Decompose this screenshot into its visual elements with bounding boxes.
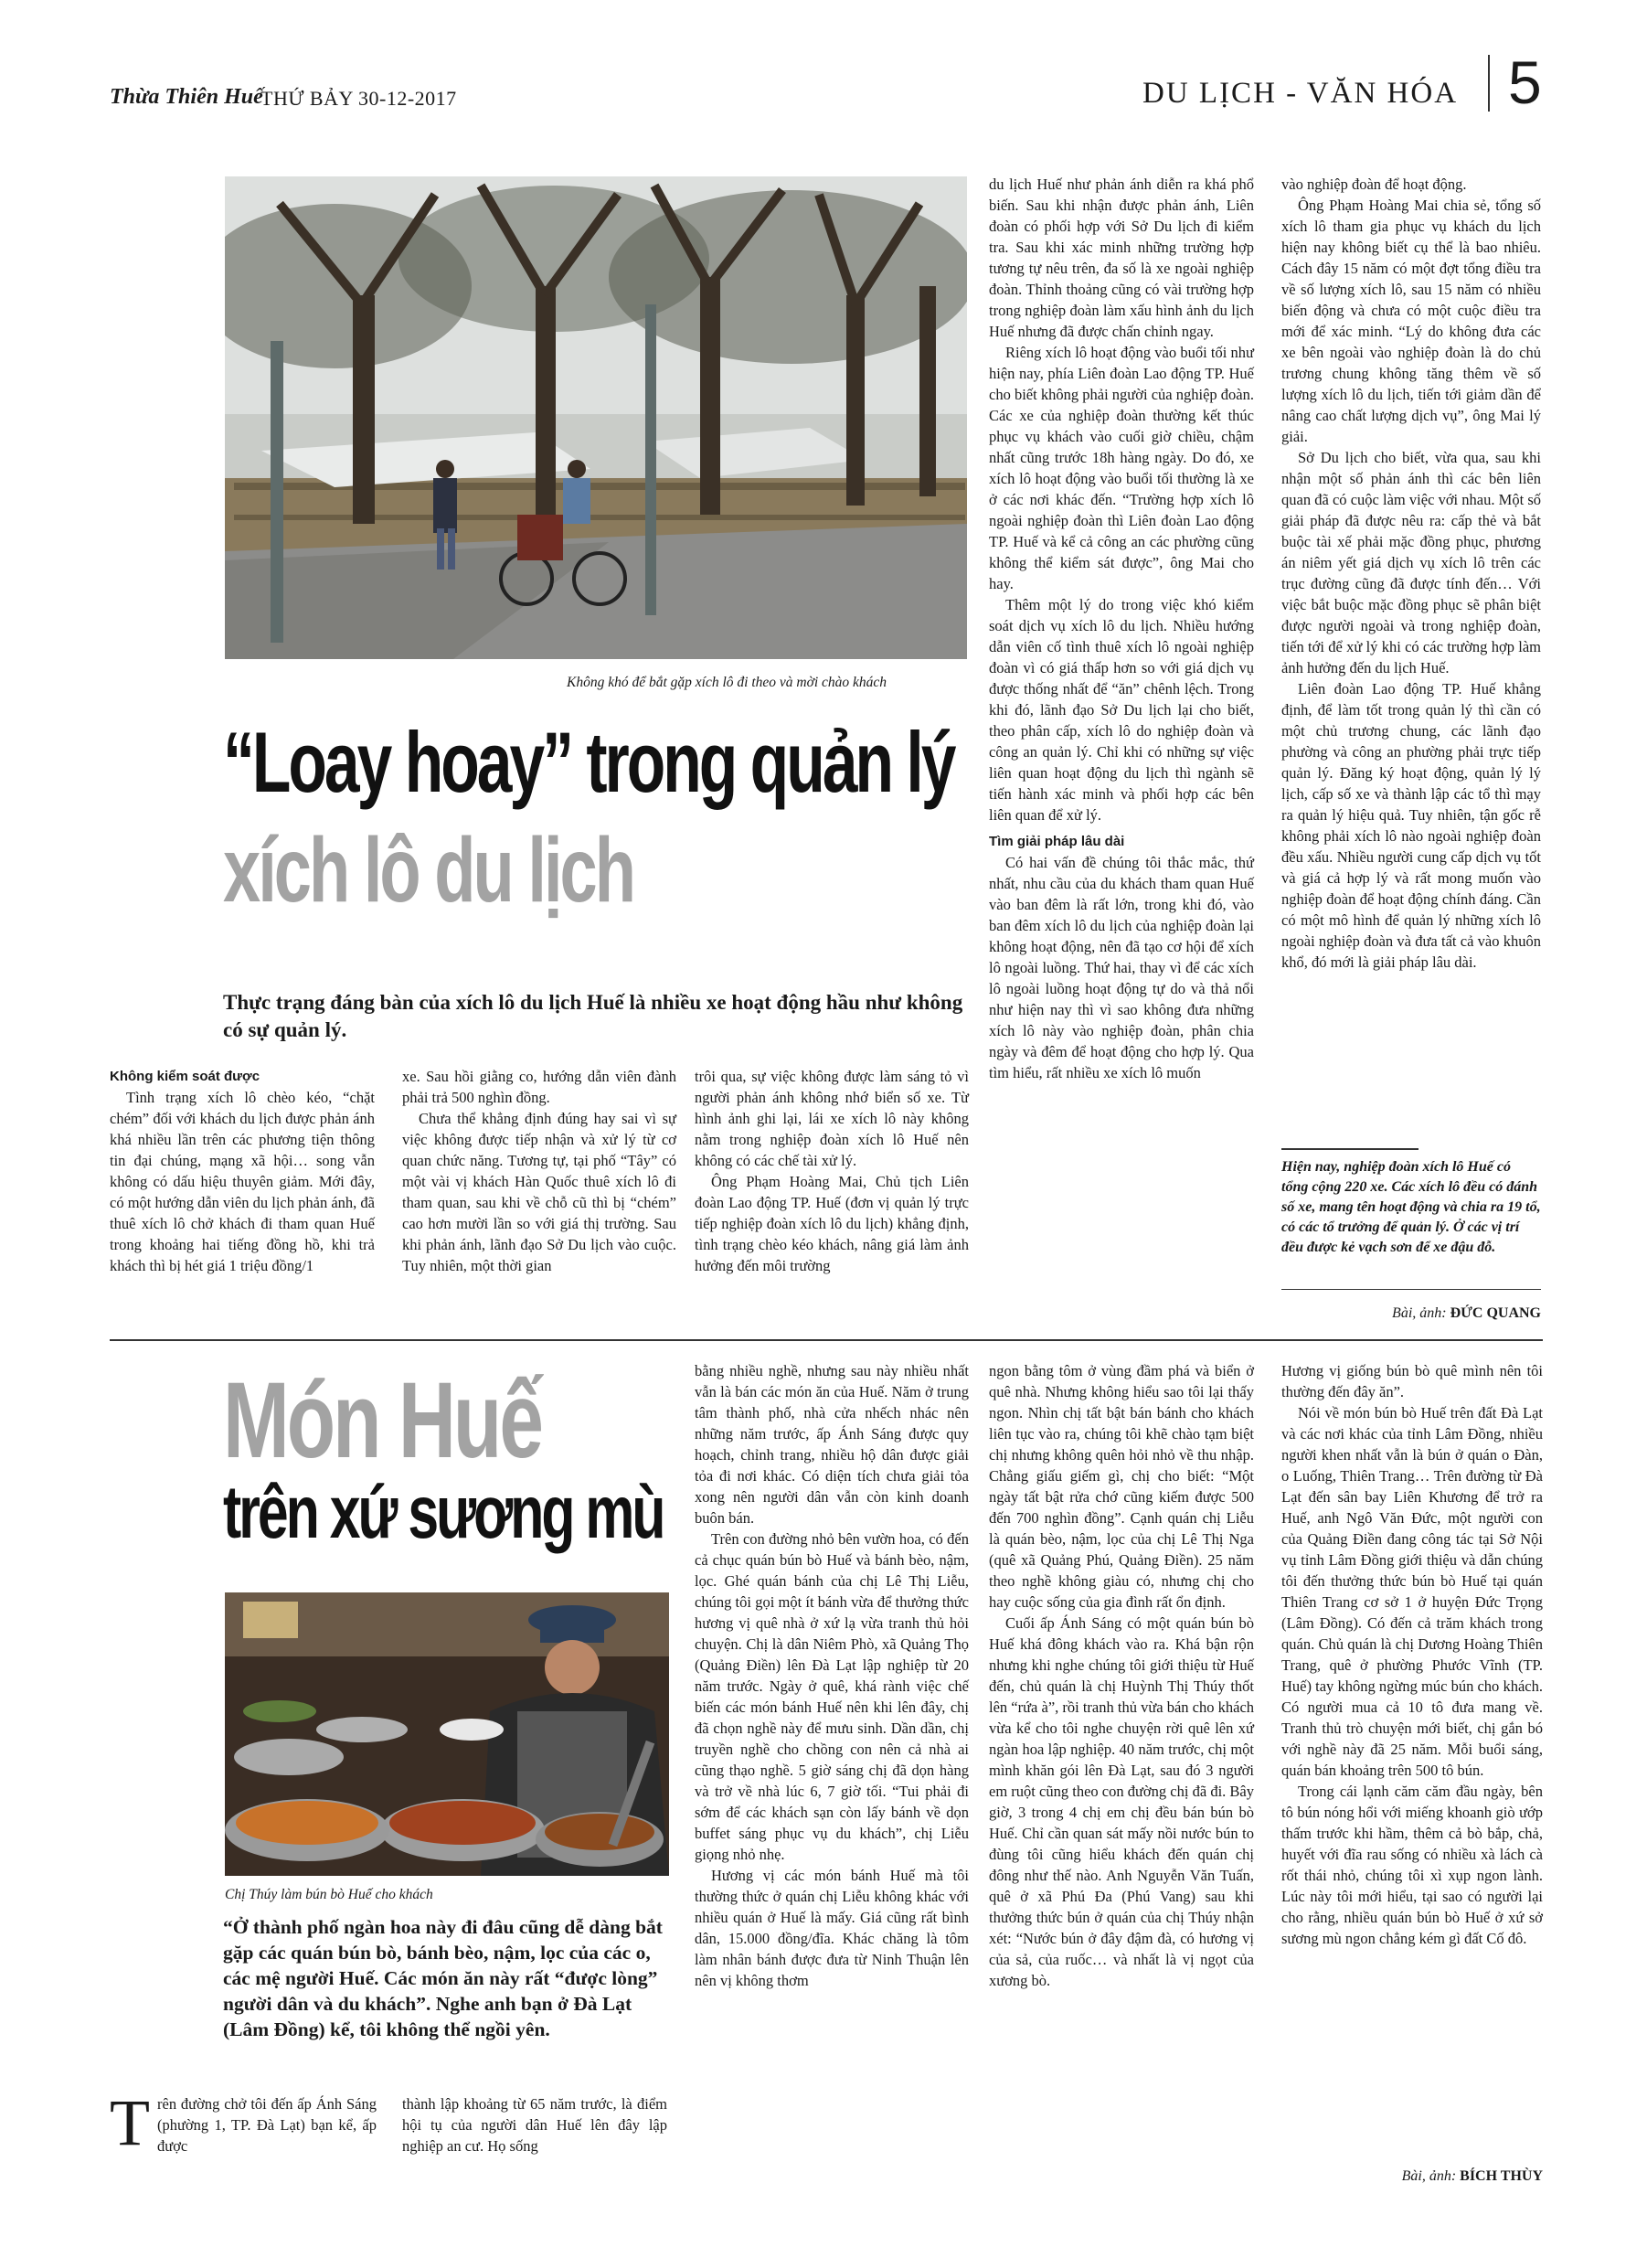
subhead: Không kiểm soát được [110,1069,260,1084]
paragraph: Hương vị giống bún bò quê mình nên tôi thường đến đây ăn”. [1281,1362,1543,1400]
photo-caption-2: Chị Thúy làm bún bò Huế cho khách [225,1887,433,1902]
paragraph: Tình trạng xích lô chèo kéo, “chặt chém” đối với khách du lịch được phản ánh khá nhiều lần trên các phương tiện thông tin đại chúng, mạng xã hội… song vẫn không có dấu hiệu thuyên giảm. Mới đây, có một hướng dẫn viên du lịch phản ánh, đã thuê xích lô chở khách đi tham quan Huế trong khoảng hai tiếng đồng hồ, khi trả khách thì bị hét giá 1 triệu đồng/1 [110,1089,375,1274]
body-column-2 [402,1066,676,1276]
paragraph: Hương vị các món bánh Huế mà tôi thường thức ở quán chị Liễu không khác với nhiều quán ở Huế là mấy. Giá cũng rất bình dân, 15.000 đồng/đĩa. Khác chăng là tôm làm nhân bánh được đưa từ Ninh Thuận lên nên vị không thơm [695,1867,969,1989]
body-column-4 [989,174,1254,1083]
body-column-1 [110,1066,375,1276]
subhead: Tìm giải pháp lâu dài [989,834,1125,849]
lead-paragraph: Thực trạng đáng bàn của xích lô du lịch Huế là nhiều xe hoạt động hầu như không có sự quản lý. [223,991,963,1041]
paragraph: ngon bằng tôm ở vùng đầm phá và biển ở quê nhà. Nhưng không hiểu sao tôi lại thấy ngon. Nhìn chị tất bật bán bánh cho khách liên tục vào ra, chúng tôi khẽ chào tạm biệt chị nhưng không quên hỏi nhỏ về thu nhập. Chẳng giấu giếm gì, chị cho biết: “Một ngày tất bật rửa chớ cũng kiếm được 500 đến 700 nghìn đồng”. Cạnh quán chị Liễu là quán bèo, nậm, lọc của chị Lê Thị Nga (quê xã Quảng Phú, Quảng Điền). 25 năm theo nghề không giàu có, nhưng chị cho hay cuộc sống của gia đình rất ổn định. [989,1362,1254,1611]
paragraph: Có hai vấn đề chúng tôi thắc mắc, thứ nhất, nhu cầu của du khách tham quan Huế vào ban đêm là rất lớn, trong khi đó, vào ban đêm xích lô du lịch của nghiệp đoàn lại không hoạt động, nên đã tạo cơ hội để xích lô ngoài luồng. Thứ hai, thay vì để các xích lô ngoài luồng hoạt động tự do và thả nổi như hiện nay thì vì sao không đưa những xích lô này vào nghiệp đoàn, phân chia ngày và đêm để hoạt động cho hợp lý. Qua tìm hiểu, rất nhiều xe xích lô muốn [989,854,1254,1081]
byline-author: BÍCH THÙY [1460,2168,1543,2184]
food-photo [225,1592,669,1876]
body-column-5 [1281,174,1541,973]
headline-line1: “Loay hoay” trong quản lý [223,714,954,810]
paragraph: rên đường chở tôi đến ấp Ánh Sáng (phường 1, TP. Đà Lạt) bạn kể, ấp được [157,2095,377,2155]
drop-cap: T [110,2086,150,2159]
byline-author: ĐỨC QUANG [1450,1305,1541,1321]
issue-date: THỨ BẢY 30-12-2017 [260,87,457,110]
paragraph: Nói về món bún bò Huế trên đất Đà Lạt và các nơi khác của tỉnh Lâm Đồng, nhiều người khen nhất vẫn là bún ở quán o Đàn, o Luống, Thiên Trang… Trên đường từ Đà Lạt đến sân bay Liên Khương để trở ra Huế, anh Ngô Văn Đức, một người con của Quảng Điền đang công tác tại Sở Nội vụ tỉnh Lâm Đồng giới thiệu và dẫn chúng tôi đến thưởng thức bún bò Huế tại quán Thiên Trang cơ sở 1 ở huyện Đức Trọng (Lâm Đồng). Có đến cả trăm khách trong quán. Chủ quán là chị Dương Hoàng Thiên Trang, quê ở phường Phước Vĩnh (TP. Huế) tay không ngừng múc bún cho khách. Có người mua cả 10 tô đưa mang về. Tranh thủ trò chuyện mới biết, chị gắn bó với nghề này đã 25 năm. Mỗi buổi sáng, quán bán khoảng trên 500 tô bún. [1281,1404,1543,1779]
paragraph: xe. Sau hồi giằng co, hướng dẫn viên đành phải trả 500 nghìn đồng. [402,1068,676,1106]
paragraph: Cuối ấp Ánh Sáng có một quán bún bò Huế khá đông khách vào ra. Khá bận rộn nhưng khi nghe chúng tôi giới thiệu từ Huế đến, chủ quán là chị Huỳnh Thị Thúy thốt lên “rứa à”, rồi tranh thủ vừa bán cho khách vừa kể cho tôi nghe chuyện rời quê lên xứ ngàn hoa lập nghiệp. 40 năm trước, chị một mình khăn gói lên Đà Lạt, sau đó 3 người em ruột cũng theo con đường chị đã đi. Bây giờ, 3 trong 4 chị em chị đều bán bún bò Huế. Chỉ cần quan sát mấy nồi nước bún to đùng tôi cũng hiểu khách đến quán chị đông như thế nào. Anh Nguyễn Văn Tuấn, quê ở xã Phú Đa (Phú Vang) sau khi thưởng thức bún ở quán của chị Thúy nhận xét: “Nước bún ở đây đậm đà, có hương vị của sả, của ruốc… và nhất là vị ngọt của xương bò. [989,1614,1255,1989]
byline-rule [1281,1289,1541,1290]
headline2-line2: trên xứ sương mù [223,1471,664,1554]
masthead: Thừa Thiên Huế [110,85,263,109]
byline [1281,1305,1541,1322]
paragraph: vào nghiệp đoàn để hoạt động. [1281,176,1467,193]
body2-column-5 [1281,1360,1543,1949]
byline-2 [1281,2168,1543,2185]
page-number: 5 [1508,48,1542,116]
paragraph: Ông Phạm Hoàng Mai, Chủ tịch Liên đoàn Lao động TP. Huế (đơn vị quản lý trực tiếp nghiệp đoàn xích lô du lịch) khẳng định, tình trạng chèo kéo khách, nâng giá làm ảnh hưởng đến môi trường [695,1173,969,1274]
paragraph: Trong cái lạnh căm căm đầu ngày, bên tô bún nóng hổi với miếng khoanh giò ướp thấm trước khi hầm, thêm cả bò bắp, chả, huyết với đĩa rau sống có nhiều xà lách cà rốt thái nhỏ, chúng tôi xì xụp ngon lành. Lúc này tôi mới hiểu, tại sao có người lại cho rằng, nhiều quán bún bò Huế ở xứ sở sương mù ngon chẳng kém gì đất Cố đô. [1281,1783,1543,1947]
paragraph: Sở Du lịch cho biết, vừa qua, sau khi nhận một số phản ánh thì các bên liên quan đã có cuộc làm việc với nhau. Một số giải pháp đã được nêu ra: cấp thẻ và bắt buộc tài xế phải mặc đồng phục, phương án niêm yết giá dịch vụ xích lô trên các trục đường cũng đã được tính đến… Với việc bắt buộc mặc đồng phục sẽ phân biệt được người ngoài và trong nghiệp đoàn, tiến tới để xử lý khi có các trường hợp làm ảnh hưởng đến du lịch Huế. [1281,449,1541,676]
section-title: DU LỊCH - VĂN HÓA [1142,77,1459,110]
cyclo-photo [225,176,967,659]
paragraph: Ông Phạm Hoàng Mai chia sẻ, tổng số xích lô tham gia phục vụ khách du lịch hiện nay không biết cụ thể là bao nhiêu. Cách đây 15 năm có một đợt tổng điều tra về số lượng xích lô, sau 15 năm có nhiều biến động và chưa có một cuộc điều tra mới để xác minh. “Lý do không đưa các xe bên ngoài vào nghiệp đoàn là do chủ trương chung không tăng thêm về số lượng xích lô du lịch, tiến tới giảm dần để nâng cao chất lượng dịch vụ”, ông Mai lý giải. [1281,197,1541,445]
byline-prefix: Bài, ảnh: [1392,1305,1447,1321]
byline-prefix: Bài, ảnh: [1401,2168,1457,2184]
article-separator [110,1339,1543,1341]
info-note: Hiện nay, nghiệp đoàn xích lô Huế có tổng cộng 220 xe. Các xích lô đều có đánh số xe, mang tên hoạt động và chia ra 19 tổ, có các tổ trưởng để quản lý. Ở các vị trí đều được kẻ vạch sơn để xe đậu đỗ. [1281,1159,1541,1255]
paragraph: Liên đoàn Lao động TP. Huế khẳng định, để làm tốt trong quản lý thì cần có một chủ trương chung, các lãnh đạo phường và công an phường phải trực tiếp quản lý. Đăng ký hoạt động, quản lý lý lịch, cấp số xe và thành lập các tổ thì mạy ra quản lý hiệu quả. Tuy nhiên, tận gốc rễ không phải xích lô nào ngoài nghiệp đoàn đều xấu. Nhiều người cung cấp dịch vụ tốt và giá cả hợp lý và rất mong muốn vào nghiệp đoàn để hoạt động chính đáng. Cần có một mô hình để quản lý những xích lô ngoài nghiệp đoàn và đưa tất cả vào khuôn khổ, đó mới là giải pháp lâu dài. [1281,680,1541,971]
photo-caption: Không khó để bắt gặp xích lô đi theo và mời chào khách [567,675,887,690]
body-column-3 [695,1066,969,1276]
paragraph: trôi qua, sự việc không được làm sáng tỏ vì người phản ánh không nhớ biển số xe. Từ hình ảnh ghi lại, lái xe xích lô này không nằm trong nghiệp đoàn xích lô Huế nên không có các chế tài xử lý. [695,1068,969,1169]
paragraph: thành lập khoảng từ 65 năm trước, là điểm hội tụ của người dân Huế lên đây lập nghiệp an cư. Họ sống [402,2095,667,2155]
lead-paragraph-2: “Ở thành phố ngàn hoa này đi đâu cũng dễ dàng bắt gặp các quán bún bò, bánh bèo, nậm, lọc của các o, các mệ người Huế. Các món ăn này rất “được lòng” người dân và du khách”. Nghe anh bạn ở Đà Lạt (Lâm Đồng) kể, tôi không thể ngồi yên. [223,1916,663,2040]
body2-column-4 [989,1360,1254,1991]
paragraph: Chưa thể khẳng định đúng hay sai vì sự việc không được tiếp nhận và xử lý từ cơ quan chức năng. Tương tự, tại phố “Tây” có một vài vị khách Hàn Quốc thuê xích lô đi tham quan, sau khi về chỗ cũ thì bị “chém” cao hơn mười lần so với giá thị trường. Sau khi phản ánh, lãnh đạo Sở Du lịch vào cuộc. Tuy nhiên, một thời gian [402,1110,676,1274]
paragraph: bằng nhiều nghề, nhưng sau này nhiều nhất vẫn là bán các món ăn của Huế. Năm ở trung tâm thành phố, nhà cửa nhếch nhác nên những năm trước, ấp Ánh Sáng được quy hoạch, chỉnh trang, nhiều hộ dân được giải tỏa đi nơi khác. Có diện tích chưa giải tỏa xong nên người dân vẫn còn kinh doanh buôn bán. [695,1362,969,1527]
paragraph: Riêng xích lô hoạt động vào buổi tối như hiện nay, phía Liên đoàn Lao động TP. Huế cho biết không phải người của nghiệp đoàn. Các xe của nghiệp đoàn thường kết thúc phục vụ khách vào cuối giờ chiều, chậm nhất cũng trước 18h hàng ngày. Do đó, xe xích lô hoạt động vào buổi tối thường là xe ở các nơi khác đến. “Trường hợp xích lô ngoài nghiệp đoàn thì Liên đoàn Lao động TP. Huế và kể cả công an các phường cũng không thể kiểm sát được”, ông Mai cho hay. [989,344,1254,592]
header-divider [1488,55,1490,112]
note-rule [1281,1148,1419,1150]
body2-column-1 [157,2093,377,2156]
body2-column-2 [402,2093,667,2156]
headline2-line1: Món Huế [223,1360,541,1481]
body2-column-3 [695,1360,969,1991]
headline-line2: xích lô du lịch [223,819,633,921]
paragraph: du lịch Huế như phản ánh diễn ra khá phổ biến. Sau khi nhận được phản ánh, Liên đoàn có phối hợp với Sở Du lịch đi kiểm tra. Sau khi xác minh những trường hợp tương tự nêu trên, đa số là xe ngoài nghiệp đoàn. Thỉnh thoảng cũng có vài trường hợp trong nghiệp đoàn làm xấu hình ảnh du lịch Huế nhưng đã được chấn chỉnh ngay. [989,176,1254,340]
paragraph: Trên con đường nhỏ bên vườn hoa, có đến cả chục quán bún bò Huế và bánh bèo, nậm, lọc. Ghé quán bánh của chị Lê Thị Liễu, chúng tôi gọi một ít bánh vừa để thưởng thức hương vị quê nhà ở xứ lạ vừa tranh thủ hỏi chuyện. Chị là dân Niêm Phò, xã Quảng Thọ (Quảng Điền) lên Đà Lạt lập nghiệp từ 20 năm trước. Ngày ở quê, khá rành việc chế biến các món bánh Huế nên khi lên đây, chị đã chọn nghề này để mưu sinh. Dần dần, chị truyền nghề cho chồng con nên cả nhà ai cũng thạo nghề. 5 giờ sáng chị đã dọn hàng và trở về nhà lúc 6, 7 giờ tối. “Tui phải đi sớm để các khách sạn còn lấy bánh về dọn buffet sáng phục vụ du khách”, chị Liễu giọng nhỏ nhẹ. [695,1530,969,1863]
paragraph: Thêm một lý do trong việc khó kiểm soát dịch vụ xích lô du lịch. Nhiều hướng dẫn viên cố tình thuê xích lô ngoài nghiệp đoàn vì có giá thấp hơn so với giá dịch vụ được thống nhất để “ăn” chênh lệch. Trong khi đó, lãnh đạo Sở Du lịch lại cho biết, theo phân cấp, xích lô do nghiệp đoàn và công an quản lý. Chỉ khi có những sự việc liên quan hoạt động du lịch thì ngành sẽ tiến hành xác minh và phối hợp các bên liên quan để xử lý. [989,596,1254,824]
